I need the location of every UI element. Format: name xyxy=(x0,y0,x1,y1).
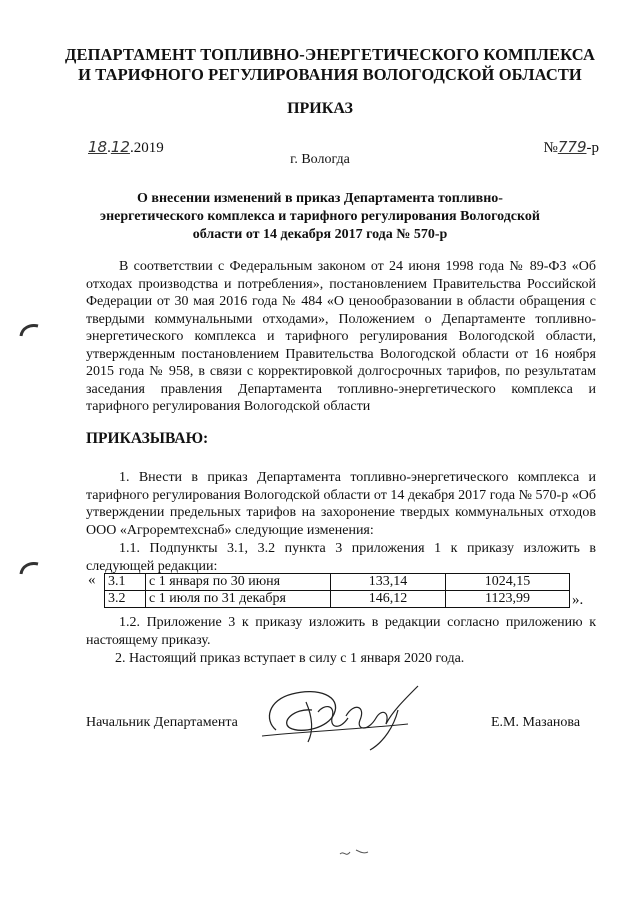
value1-cell: 146,12 xyxy=(331,591,446,608)
org-line-1: ДЕПАРТАМЕНТ ТОПЛИВНО-ЭНЕРГЕТИЧЕСКОГО КОМПЛЕКСА xyxy=(65,45,595,64)
decree-heading: ПРИКАЗЫВАЮ: xyxy=(86,430,209,447)
item-1-paragraph: 1. Внести в приказ Департамента топливно-энергетического комплекса и тарифного регулирования Вологодской области от 14 декабря 2017 года № 570-р «Об утверждении предельных тарифов на захоронение твердых коммунальных отходов ООО «Агроремтехснаб» следующие изменения: xyxy=(86,470,596,538)
punch-hole-mark xyxy=(18,322,40,340)
subject-line-1: О внесении изменений в приказ Департамента топливно- xyxy=(137,191,503,206)
punch-hole-mark xyxy=(18,560,40,578)
table-quote-close: ». xyxy=(572,592,584,608)
scan-artifact xyxy=(336,846,372,860)
table-row xyxy=(105,574,570,591)
signatory-name: Е.М. Мазанова xyxy=(491,715,581,730)
subject-line-3: области от 14 декабря 2017 года № 570-р xyxy=(192,227,448,242)
preamble-paragraph: В соответствии с Федеральным законом от 24 июня 1998 года № 89-ФЗ «Об отходах производства и потребления», постановлением Правительства Российской Федерации от 30 мая 2016 года № 484 «О ценообразовании в области обращения с твердыми коммунальными отходами», Положением о Департаменте топливно-энергетического комплекса и тарифного регулирования Вологодской области, утвержденным постановлением Правительства Вологодской области от 16 ноября 2015 года № 958, в связи с корректировкой долгосрочных тарифов, по результатам заседания правления Департамента топливно-энергетического комплекса и тарифного регулирования Вологодской области xyxy=(86,259,596,414)
value1-cell: 133,14 xyxy=(331,574,446,591)
city: г. Вологда xyxy=(290,152,350,167)
date-day: 18 xyxy=(88,138,108,156)
date-month: 12 xyxy=(110,138,130,156)
period-cell: с 1 июля по 31 декабря xyxy=(146,591,331,608)
number-value: 779 xyxy=(557,138,587,156)
item-2-paragraph: 2. Настоящий приказ вступает в силу с 1 января 2020 года. xyxy=(115,651,465,666)
period-cell: с 1 января по 30 июня xyxy=(146,574,331,591)
order-subject xyxy=(90,190,550,244)
table-quote-open: « xyxy=(88,572,96,588)
rates-table xyxy=(104,573,570,608)
org-line-2: И ТАРИФНОГО РЕГУЛИРОВАНИЯ ВОЛОГОДСКОЙ ОБЛАСТИ xyxy=(78,65,582,84)
handwritten-signature xyxy=(258,672,433,757)
row-number-cell: 3.2 xyxy=(105,591,146,608)
item-1-2-paragraph: 1.2. Приложение 3 к приказу изложить в редакции согласно приложению к настоящему приказу. xyxy=(86,615,596,648)
table-row xyxy=(105,591,570,608)
date-separator: . xyxy=(107,140,111,156)
organization-header xyxy=(60,45,600,85)
subject-line-2: энергетического комплекса и тарифного регулирования Вологодской xyxy=(100,209,540,224)
row-number-cell: 3.1 xyxy=(105,574,146,591)
value2-cell: 1024,15 xyxy=(446,574,570,591)
number-suffix: -р xyxy=(586,140,599,156)
value2-cell: 1123,99 xyxy=(446,591,570,608)
date-year: .2019 xyxy=(129,140,164,156)
item-1-1-paragraph: 1.1. Подпункты 3.1, 3.2 пункта 3 приложения 1 к приказу изложить в следующей редакции: xyxy=(86,541,596,574)
signatory-title: Начальник Департамента xyxy=(86,715,238,730)
document-type-title: ПРИКАЗ xyxy=(287,100,353,117)
number-prefix: № xyxy=(543,140,558,156)
